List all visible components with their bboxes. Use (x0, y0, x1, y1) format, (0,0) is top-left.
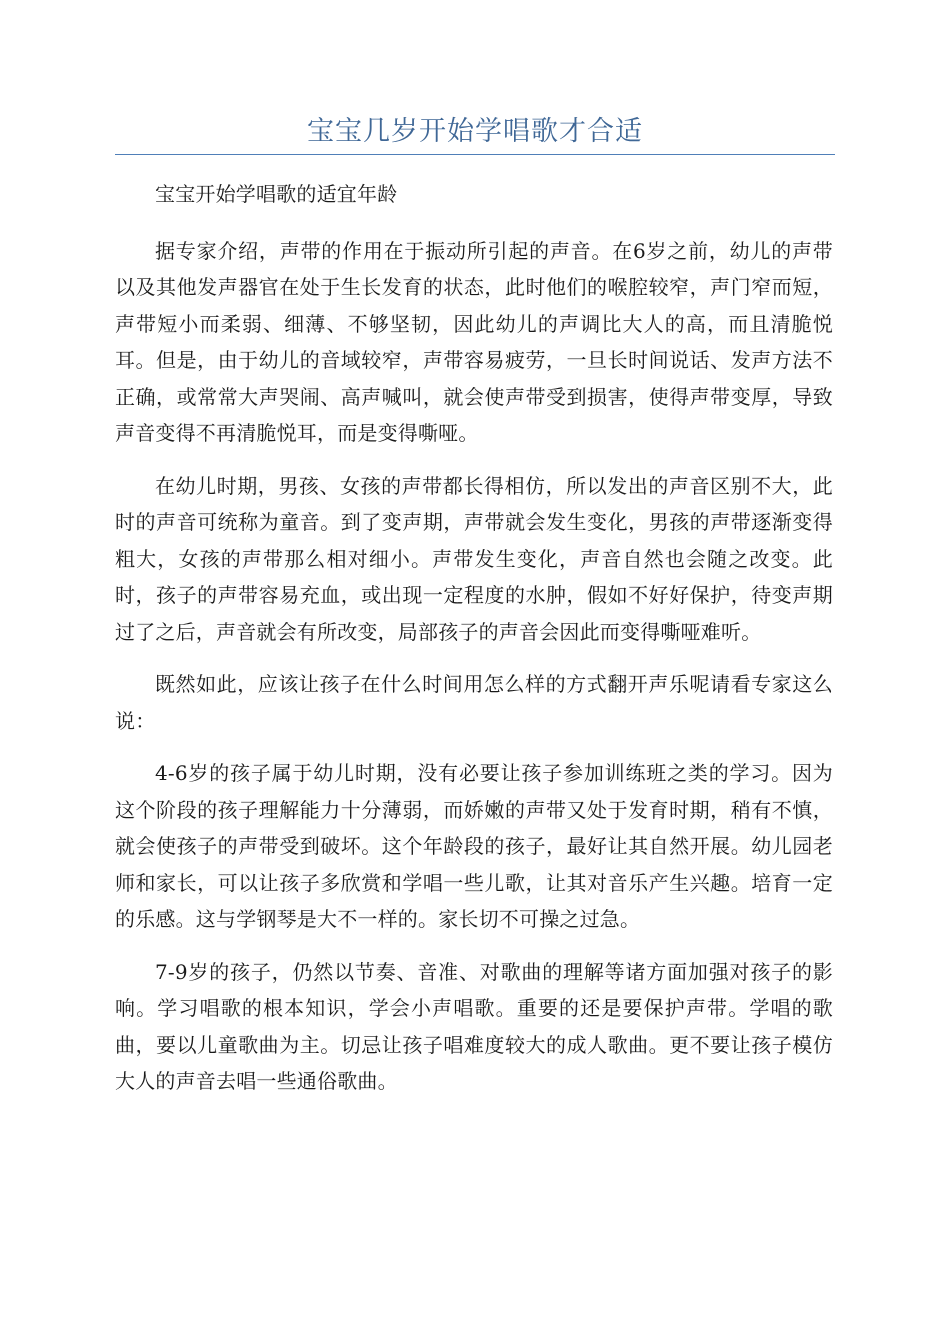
paragraph-4: 4-6岁的孩子属于幼儿时期，没有必要让孩子参加训练班之类的学习。因为这个阶段的孩子理解能力十分薄弱，而娇嫩的声带又处于发育时期，稍有不慎，就会使孩子的声带受到破坏。这个年龄段的孩子，最好让其自然开展。幼儿园老师和家长，可以让孩子多欣赏和学唱一些儿歌，让其对音乐产生兴趣。培育一定的乐感。这与学钢琴是大不一样的。家长切不可操之过急。 (115, 761, 833, 931)
paragraph-3: 既然如此，应该让孩子在什么时间用怎么样的方式翻开声乐呢请看专家这么说： (115, 672, 833, 733)
section-subheading: 宝宝开始学唱歌的适宜年龄 (155, 182, 398, 206)
document-title: 宝宝几岁开始学唱歌才合适 (307, 116, 643, 147)
document-body (115, 176, 833, 1116)
title-underline (115, 154, 835, 155)
paragraph-2: 在幼儿时期，男孩、女孩的声带都长得相仿，所以发出的声音区别不大，此时的声音可统称为童音。到了变声期，声带就会发生变化，男孩的声带逐渐变得粗大，女孩的声带那么相对细小。声带发生变化，声音自然也会随之改变。此时，孩子的声带容易充血，或出现一定程度的水肿，假如不好好保护，待变声期过了之后，声音就会有所改变，局部孩子的声音会因此而变得嘶哑难听。 (115, 473, 833, 644)
paragraph-5: 7-9岁的孩子，仍然以节奏、音准、对歌曲的理解等诸方面加强对孩子的影响。学习唱歌的根本知识，学会小声唱歌。重要的还是要保护声带。学唱的歌曲，要以儿童歌曲为主。切忌让孩子唱难度较大的成人歌曲。更不要让孩子模仿大人的声音去唱一些通俗歌曲。 (115, 959, 833, 1093)
paragraph-1: 据专家介绍，声带的作用在于振动所引起的声音。在6岁之前，幼儿的声带以及其他发声器官在处于生长发育的状态，此时他们的喉腔较窄，声门窄而短，声带短小而柔弱、细薄、不够坚韧，因此幼儿的声调比大人的高，而且清脆悦耳。但是，由于幼儿的音域较窄，声带容易疲劳，一旦长时间说话、发声方法不正确，或常常大声哭闹、高声喊叫，就会使声带受到损害，使得声带变厚，导致声音变得不再清脆悦耳，而是变得嘶哑。 (115, 238, 833, 445)
